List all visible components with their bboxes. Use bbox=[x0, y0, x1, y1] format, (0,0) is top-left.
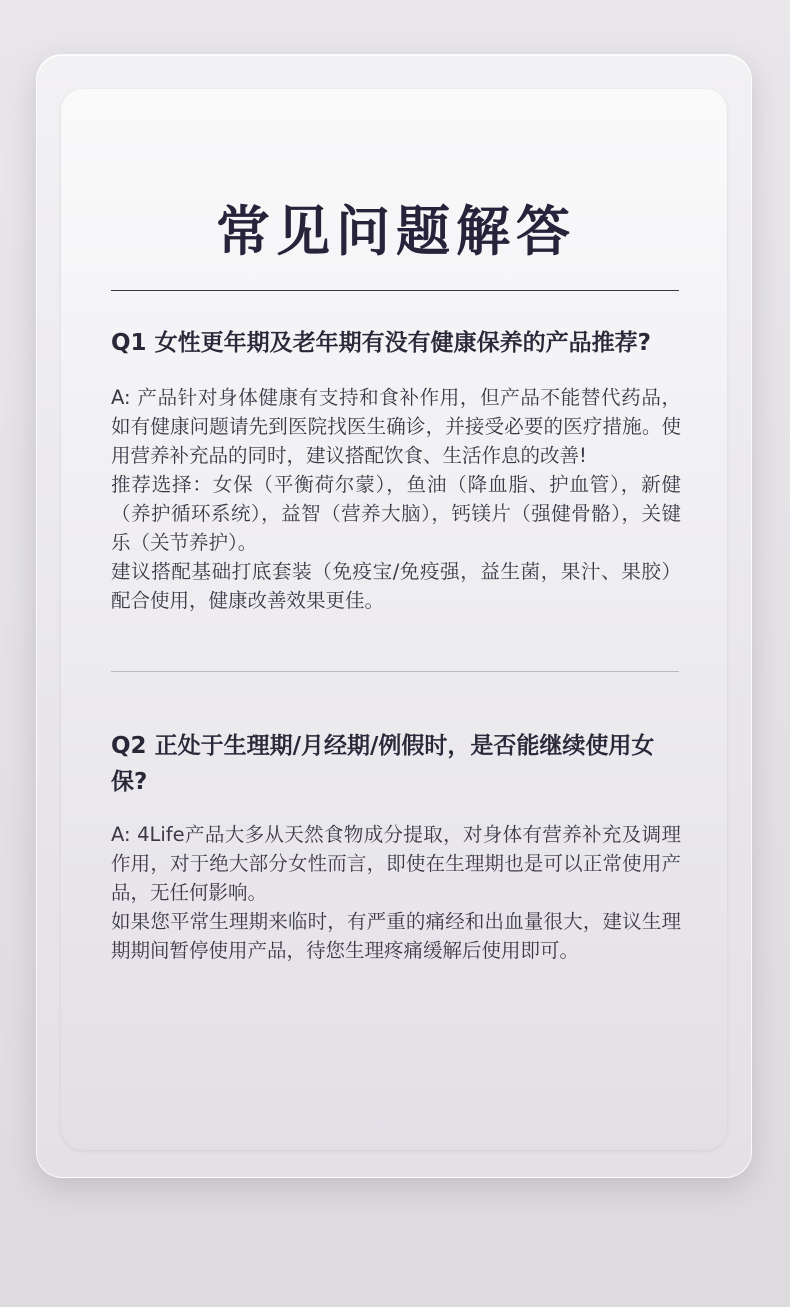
faq-question-2: Q2 正处于生理期/月经期/例假时，是否能继续使用女保? bbox=[111, 733, 655, 795]
answer-paragraph: A: 产品针对身体健康有支持和食补作用，但产品不能替代药品，如有健康问题请先到医院找医生确诊，并接受必要的医疗措施。使用营养补充品的同时，建议搭配饮食、生活作息的改善! bbox=[111, 386, 681, 467]
answer-paragraph: 建议搭配基础打底套装（免疫宝/免疫强，益生菌，果汁、果胶）配合使用，健康改善效果更佳。 bbox=[111, 560, 681, 612]
faq-question-1: Q1 女性更年期及老年期有没有健康保养的产品推荐? bbox=[111, 330, 651, 356]
answer-paragraph: 推荐选择：女保（平衡荷尔蒙），鱼油（降血脂、护血管），新健（养护循环系统），益智（营养大脑），钙镁片（强健骨骼），关键乐（关节养护）。 bbox=[111, 473, 681, 554]
answer-paragraph: A: 4Life产品大多从天然食物成分提取，对身体有营养补充及调理作用，对于绝大部分女性而言，即使在生理期也是可以正常使用产品，无任何影响。 bbox=[111, 823, 681, 904]
answer-paragraph: 如果您平常生理期来临时，有严重的痛经和出血量很大，建议生理期期间暂停使用产品，待您生理疼痛缓解后使用即可。 bbox=[111, 910, 681, 962]
faq-answer-1 bbox=[111, 383, 681, 615]
faq-content bbox=[111, 196, 681, 965]
page-title: 常见问题解答 bbox=[216, 200, 576, 263]
section-divider bbox=[111, 671, 679, 672]
faq-answer-2 bbox=[111, 820, 681, 965]
title-divider bbox=[111, 290, 679, 291]
